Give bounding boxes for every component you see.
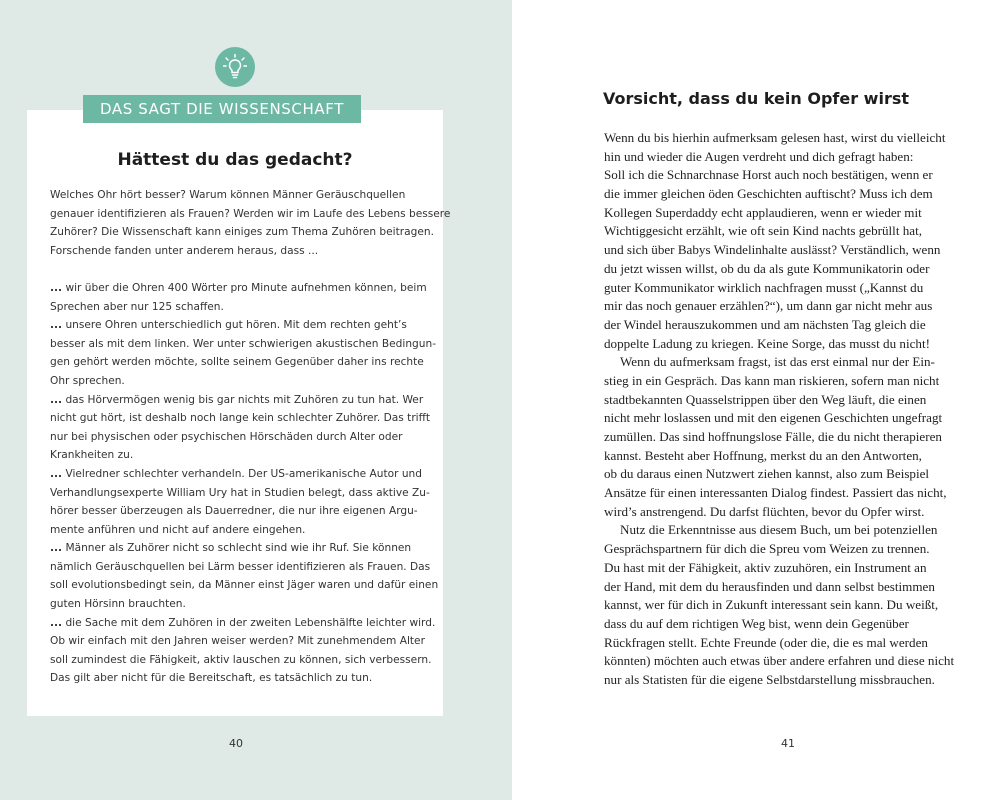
text-line: Das gilt aber nicht für die Bereitschaft, es tatsächlich zu tun.	[50, 672, 373, 685]
fact-item	[50, 539, 422, 558]
lightbulb-badge	[215, 47, 255, 87]
text-line: nämlich Geräuschquellen bei Lärm besser identifizieren als Frauen. Das	[50, 560, 431, 573]
text-line: Gesprächspartnern für dich die Spreu vom Weizen zu trennen.	[604, 541, 930, 557]
text-line: Soll ich die Schnarchnase Horst auch noch bestätigen, wenn er	[604, 167, 933, 183]
text-line: du jetzt wissen willst, ob du da als gute Kommunikatorin oder	[604, 260, 930, 276]
fact-text: Vielredner schlechter verhandeln. Der US-amerikanische Autor und	[62, 467, 422, 480]
text-line: guter Kommunikator wirklich nachfragen musst („Kannst du	[604, 279, 924, 295]
page-number-right: 41	[781, 737, 795, 750]
text-line: Kollegen Superdaddy echt applaudieren, wenn er wieder mit	[604, 204, 922, 220]
text-line: die immer gleichen öden Geschichten auftischt? Muss ich dem	[604, 186, 933, 202]
fact-item	[50, 614, 436, 633]
text-line: der Windel herauszukommen und am nächsten Tag gleich die	[604, 316, 926, 332]
fact-text: unsere Ohren unterschiedlich gut hören. Mit dem rechten geht’s	[62, 319, 407, 332]
text-line: könnten) möchten auch etwas über andere erfahren und diese nicht	[604, 653, 955, 669]
text-line: soll evolutionsbedingt sein, da Männer einst Jäger waren und dafür einen	[50, 579, 439, 592]
text-line: hin und wieder die Augen verdreht und dich gefragt haben:	[604, 148, 914, 164]
text-line: der Hand, mit dem du herausfinden und dann selbst bestimmen	[604, 578, 935, 594]
text-line: Rückfragen stellt. Echte Freunde (oder die, die es mal werden	[604, 634, 928, 650]
ellipsis-marker: ...	[50, 393, 63, 406]
text-line: besser als mit dem linken. Wer unter schwierigen akustischen Bedingun-	[50, 337, 437, 350]
text-line: Wenn du bis hierhin aufmerksam gelesen hast, wirst du vielleicht	[604, 130, 946, 145]
text-line: kannst. Besteht aber Hoffnung, merkst du an den Antworten,	[604, 447, 922, 463]
text-line: nicht mehr loslassen und mit den eigenen Geschichten ungefragt	[604, 410, 943, 426]
ellipsis-marker: ...	[50, 281, 63, 294]
box-heading: Hättest du das gedacht?	[117, 150, 353, 170]
ellipsis-marker: ...	[50, 616, 63, 629]
ellipsis-marker: ...	[50, 467, 63, 480]
ellipsis-marker: ...	[50, 319, 63, 332]
text-line: Forschende fanden unter anderem heraus, dass ...	[50, 244, 319, 257]
text-line: Zuhörer? Die Wissenschaft kann einiges zum Thema Zuhören beitragen.	[50, 226, 434, 239]
text-line: zumüllen. Das sind hoffnungslose Fälle, die du nicht therapieren	[604, 429, 942, 444]
text-line: Welches Ohr hört besser? Warum können Männer Geräuschquellen	[50, 189, 406, 201]
text-line: Wichtiggesicht erzählt, wie oft sein Kind nachts gebrüllt hat,	[604, 223, 922, 239]
text-line: stadtbekannten Quasselstrippen über den Weg läuft, die einen	[604, 391, 927, 407]
text-line: mir das noch genauer erzählen?“), um dann gar nicht mehr aus	[604, 298, 933, 314]
text-line: Du hast mit der Fähigkeit, aktiv zuzuhören, ein Instrument an	[604, 559, 927, 575]
lightbulb-icon	[223, 54, 247, 80]
text-line: nur bei physischen oder psychischen Hörschäden durch Alter oder	[50, 430, 403, 443]
fact-text: das Hörvermögen wenig bis gar nichts mit Zuhören zu tun hat. Wer	[62, 393, 424, 406]
chapter-heading: Vorsicht, dass du kein Opfer wirst	[602, 89, 909, 108]
text-line: guten Hörsinn brauchten.	[50, 598, 186, 611]
box-body	[50, 186, 451, 688]
text-line: Krankheiten zu.	[50, 449, 134, 462]
fact-item	[50, 465, 422, 484]
fact-text: Männer als Zuhörer nicht so schlecht sind wie ihr Ruf. Sie können	[62, 542, 412, 555]
text-line: dass du auf dem richtigen Weg bist, wenn dein Gegenüber	[604, 615, 909, 631]
paragraph-gap	[50, 260, 422, 279]
text-line: Ohr sprechen.	[50, 374, 125, 387]
text-line: Ob wir einfach mit den Jahren weiser werden? Mit zunehmendem Alter	[50, 635, 425, 648]
fact-item	[50, 316, 422, 335]
fact-item	[50, 279, 427, 298]
fact-item	[50, 391, 422, 410]
text-line: Wenn du aufmerksam fragst, ist das erst einmal nur der Ein-	[620, 354, 935, 370]
fact-text: die Sache mit dem Zuhören in der zweiten Lebenshälfte leichter wird.	[62, 616, 436, 629]
text-line: doppelte Ladung zu kriegen. Keine Sorge, das musst du nicht!	[604, 335, 930, 351]
text-line: soll zumindest die Fähigkeit, aktiv lauschen zu können, sich verbessern.	[50, 653, 432, 666]
text-line: nicht gut hört, ist deshalb noch lange kein schlechter Zuhörer. Das trifft	[50, 412, 431, 425]
section-banner: DAS SAGT DIE WISSENSCHAFT	[83, 95, 361, 123]
text-line: kannst, wer für dich in Zukunft interessant sein kann. Du weißt,	[604, 597, 939, 613]
page-number-left: 40	[229, 737, 243, 750]
text-line: nur als Statisten für die eigene Selbstdarstellung missbrauchen.	[604, 671, 935, 687]
text-line: wird’s anstrengend. Du darfst flüchten, bevor du Opfer wirst.	[604, 503, 925, 519]
text-line: Nutz die Erkenntnisse aus diesem Buch, um bei potenziellen	[620, 522, 938, 538]
text-line: Verhandlungsexperte William Ury hat in Studien belegt, dass aktive Zu-	[50, 486, 430, 499]
text-line: Ansätze für einen interessanten Dialog findest. Passiert das nicht,	[604, 485, 947, 501]
body-text	[604, 129, 964, 690]
text-line: genauer identifizieren als Frauen? Werden wir im Laufe des Lebens bessere	[50, 207, 451, 220]
text-line: Sprechen aber nur 125 schaffen.	[50, 300, 224, 313]
text-line: hörer besser überzeugen als Dauerredner, die nur ihre eigenen Argu-	[50, 505, 418, 518]
text-line: mente anführen und nicht auf andere eingehen.	[50, 523, 306, 536]
ellipsis-marker: ...	[50, 542, 63, 555]
text-line: stieg in ein Gespräch. Das kann man riskieren, sofern man nicht	[604, 372, 940, 388]
text-line: gen gehört werden möchte, sollte seinem Gegenüber daher ins rechte	[50, 356, 424, 369]
text-line: und sich über Babys Windelinhalte auslässt? Verständlich, wenn	[604, 242, 941, 258]
fact-text: wir über die Ohren 400 Wörter pro Minute aufnehmen können, beim	[62, 281, 427, 294]
text-line: ob du daraus einen Nutzwert ziehen kannst, also zum Beispiel	[604, 466, 930, 482]
